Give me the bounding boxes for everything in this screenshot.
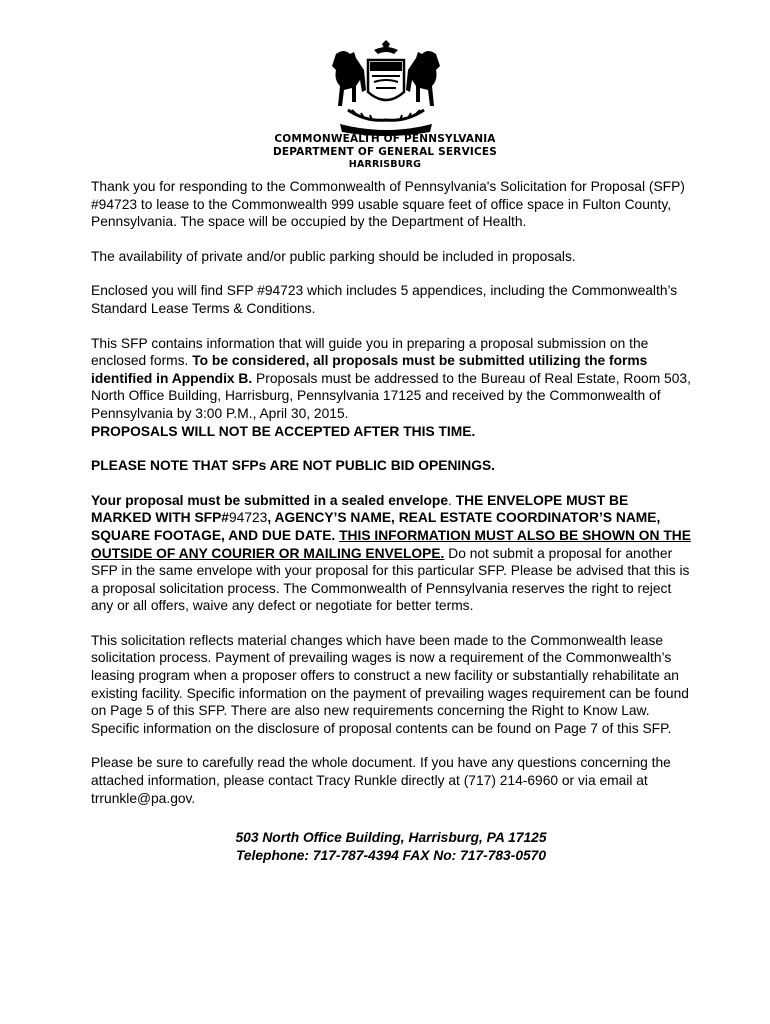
envelope-marked: THE ENVELOPE MUST BE MARKED WITH SFP#: [91, 492, 629, 526]
pennsylvania-seal-icon: [326, 40, 446, 136]
letter-body: [91, 178, 691, 881]
letterhead-department: DEPARTMENT OF GENERAL SERVICES: [272, 146, 498, 158]
paragraph-parking: The availability of private and/or public parking should be included in proposals.: [91, 248, 576, 264]
letterhead-city: HARRISBURG: [348, 159, 422, 170]
paragraph-changes: This solicitation reflects material changes which have been made to the Commonwealth lease solicitation process. Payment of prevailing wages is now a requirement of the Commonwealth’s leasing program when a proposer offers to construct a new facility or substantially rehabilitate an existing facility. Specific information on the payment of prevailing wages requirement can be found on Page 5 of this SFP. There are also new requirements concerning the Right to Know Law. Specific information on the disclosure of proposal contents can be found on Page 7 of this SFP.: [91, 632, 689, 736]
instructions-text: This SFP contains information that will guide you in preparing a proposal submission on the enclosed forms.: [91, 335, 649, 369]
paragraph-instructions: [91, 335, 691, 441]
envelope-fields: , AGENCY’S NAME, REAL ESTATE COORDINATOR’S NAME, SQUARE FOOTAGE, AND DUE DATE.: [91, 510, 661, 543]
envelope-sealed: Your proposal must be submitted in a sealed envelope: [91, 492, 449, 508]
paragraph-intro: Thank you for responding to the Commonwealth of Pennsylvania's Solicitation for Proposal (SFP) #94723 to lease to the Commonwealth 999 usable square feet of office space in Fulton County, Pennsylvania. The space will be occupied by the Department of Health.: [91, 179, 685, 230]
envelope-sfp-number: 94723: [228, 510, 268, 526]
letterhead-commonwealth: COMMONWEALTH OF PENNSYLVANIA: [274, 133, 496, 145]
envelope-period: .: [448, 492, 456, 508]
paragraph-note: PLEASE NOTE THAT SFPs ARE NOT PUBLIC BID OPENINGS.: [91, 458, 495, 474]
instructions-address: Proposals must be addressed to the Bureau of Real Estate, Room 503, North Office Building, Harrisburg, Pennsylvania 17125 and received by the Commonwealth of Pennsylvania by 3:00 P.M., April 30, 2015.: [91, 370, 691, 421]
footer-address: 503 North Office Building, Harrisburg, PA 17125: [235, 830, 547, 846]
paragraph-contact: Please be sure to carefully read the whole document. If you have any questions concerning the attached information, please contact Tracy Runkle directly at (717) 214-6960 or via email at trrunkle@pa.gov.: [91, 755, 671, 806]
footer-phone: Telephone: 717-787-4394 FAX No: 717-783-0570: [235, 847, 547, 863]
paragraph-enclosed: Enclosed you will find SFP #94723 which includes 5 appendices, including the Commonwealth’s Standard Lease Terms & Conditions.: [91, 283, 678, 316]
envelope-courier: THIS INFORMATION MUST ALSO BE SHOWN ON THE OUTSIDE OF ANY COURIER OR MAILING ENVELOPE.: [91, 527, 691, 561]
letter-footer: [91, 829, 691, 864]
instructions-deadline-warning: PROPOSALS WILL NOT BE ACCEPTED AFTER THIS TIME.: [91, 423, 476, 439]
paragraph-envelope: [91, 492, 691, 615]
envelope-terms: Do not submit a proposal for another SFP in the same envelope with your proposal for this particular SFP. Please be advised that this is a proposal solicitation process. The Commonwealth of Pennsylvania reserves the right to reject any or all offers, waive any defect or negotiate for better terms.: [91, 545, 690, 614]
instructions-bold: To be considered, all proposals must be submitted utilizing the forms identified in Appendix B.: [91, 353, 648, 386]
